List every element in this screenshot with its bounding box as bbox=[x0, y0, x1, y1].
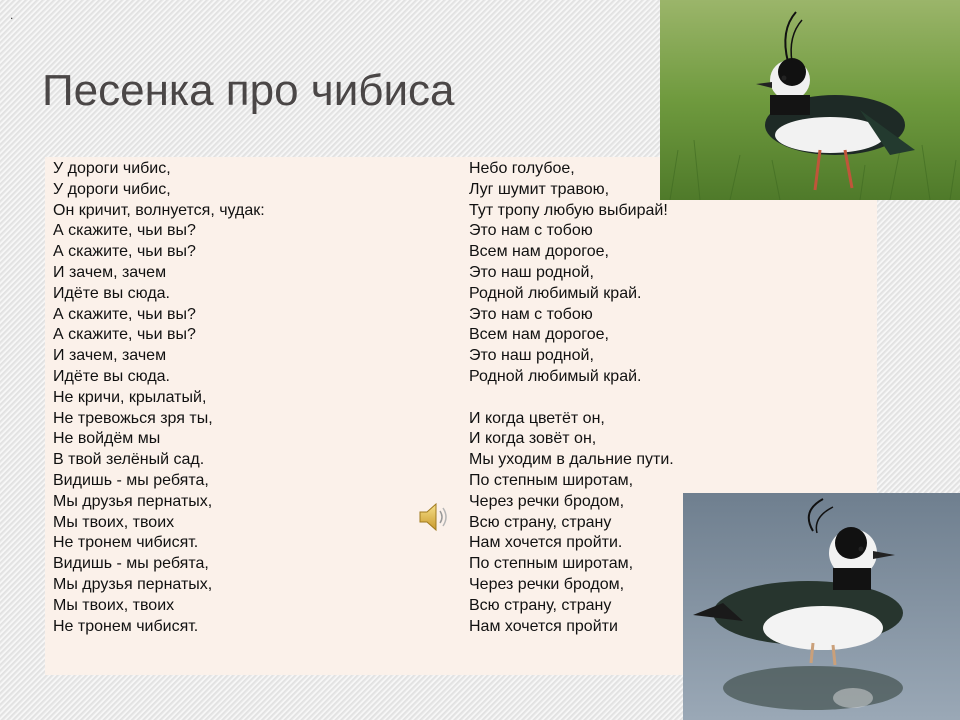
lyric-line: Не кричи, крылатый, bbox=[53, 388, 207, 406]
lyric-line: И когда цветёт он, bbox=[469, 409, 605, 427]
lyric-line: Через речки бродом, bbox=[469, 575, 625, 593]
lyric-line: Всю страну, страну bbox=[469, 513, 612, 531]
lyric-line: Нам хочется пройти. bbox=[469, 534, 623, 552]
lyric-line: Родной любимый край. bbox=[469, 367, 642, 385]
lyric-line: Не тронем чибисят. bbox=[53, 617, 199, 635]
lyric-line: И когда зовёт он, bbox=[469, 430, 597, 448]
lyric-line: Видишь - мы ребята, bbox=[53, 471, 209, 489]
lyric-line: А скажите, чьи вы? bbox=[53, 305, 196, 323]
lyric-line bbox=[469, 388, 674, 409]
slide-marker: . bbox=[10, 8, 14, 22]
lyric-line: Мы твоих, твоих bbox=[53, 513, 175, 531]
lyric-line: Это нам с тобою bbox=[469, 305, 593, 323]
lyric-line: А скажите, чьи вы? bbox=[53, 243, 196, 261]
lyric-line: Всем нам дорогое, bbox=[469, 243, 609, 261]
lyric-line: Мы друзья пернатых, bbox=[53, 492, 213, 510]
lyric-line: И зачем, зачем bbox=[53, 347, 167, 365]
lyric-line: Это нам с тобою bbox=[469, 222, 593, 240]
speaker-icon[interactable] bbox=[417, 500, 451, 534]
lyric-line: Небо голубое, bbox=[469, 160, 575, 177]
lyric-line: А скажите, чьи вы? bbox=[53, 326, 196, 344]
lyric-line: По степным широтам, bbox=[469, 555, 634, 573]
lapwing-water-photo bbox=[683, 493, 960, 720]
lyric-line: У дороги чибис, bbox=[53, 160, 171, 177]
lyric-line: Идёте вы сюда. bbox=[53, 367, 170, 385]
lyric-line: Всю страну, страну bbox=[469, 596, 612, 614]
lyric-line: Мы твоих, твоих bbox=[53, 596, 175, 614]
lyric-line: Луг шумит травою, bbox=[469, 180, 610, 198]
lyric-line: Не войдём мы bbox=[53, 430, 161, 448]
lyric-line: Это наш родной, bbox=[469, 263, 594, 281]
lyric-line: Всем нам дорогое, bbox=[469, 326, 609, 344]
lyric-line: Нам хочется пройти bbox=[469, 617, 618, 635]
slide-title: Песенка про чибиса bbox=[42, 66, 455, 115]
lyric-line: Мы уходим в дальние пути. bbox=[469, 451, 674, 469]
lapwing-grass-photo bbox=[660, 0, 960, 200]
lyric-line: Тут тропу любую выбирай! bbox=[469, 201, 668, 219]
lyric-line: И зачем, зачем bbox=[53, 263, 167, 281]
lyric-line: Родной любимый край. bbox=[469, 284, 642, 302]
lyric-line: Мы друзья пернатых, bbox=[53, 575, 213, 593]
lyric-line: В твой зелёный сад. bbox=[53, 451, 205, 469]
lyric-line: По степным широтам, bbox=[469, 471, 634, 489]
lyric-line: У дороги чибис, bbox=[53, 180, 171, 198]
lyrics-right-column bbox=[469, 159, 674, 637]
lyric-line: Идёте вы сюда. bbox=[53, 284, 170, 302]
lyric-line: Он кричит, волнуется, чудак: bbox=[53, 201, 265, 219]
lyric-line: Не тронем чибисят. bbox=[53, 534, 199, 552]
lyric-line: Через речки бродом, bbox=[469, 492, 625, 510]
lyric-line: Это наш родной, bbox=[469, 347, 594, 365]
lyric-line: Не тревожься зря ты, bbox=[53, 409, 213, 427]
lyrics-left-column bbox=[53, 159, 265, 637]
lyric-line: Видишь - мы ребята, bbox=[53, 555, 209, 573]
lyric-line: А скажите, чьи вы? bbox=[53, 222, 196, 240]
